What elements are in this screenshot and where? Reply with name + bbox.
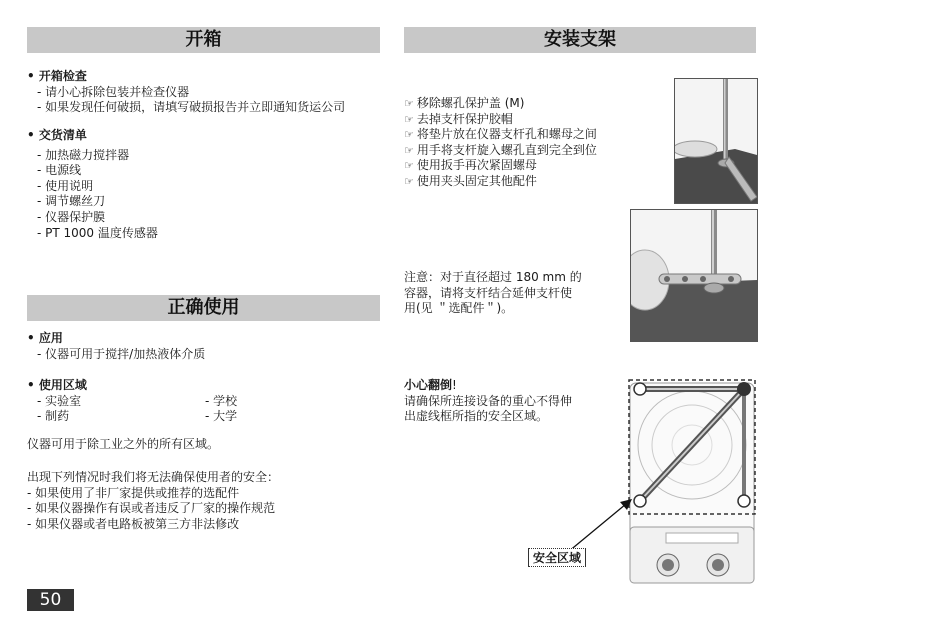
pointing-hand-icon: ☞ (404, 128, 414, 142)
unpacking-title-bar (27, 27, 380, 53)
areas-col2 (205, 394, 237, 425)
delivery-item: - 加热磁力搅拌器 (37, 147, 130, 162)
delivery-section (27, 128, 158, 241)
pointing-hand-icon: ☞ (404, 159, 414, 173)
delivery-item: - 仪器保护膜 (37, 209, 106, 224)
area-item: - 制药 (37, 409, 70, 424)
application-heading: 应用 (38, 331, 63, 345)
stand-step: ☞ 去掉支杆保护胶帽 (404, 111, 513, 126)
stand-step: ☞ 使用扳手再次紧固螺母 (404, 158, 537, 173)
tip-exclaim: ! (452, 378, 457, 392)
delivery-item: - 使用说明 (37, 178, 94, 193)
safety-intro: 出现下列情况时我们将无法确保使用者的安全： (27, 470, 280, 484)
check-item: - 请小心拆除包装并检查仪器 (37, 84, 190, 99)
pointing-hand-icon: ☞ (404, 112, 414, 126)
pointing-hand-icon: ☞ (404, 143, 414, 157)
safety-item: - 如果仪器操作有误或者违反了厂家的操作规范 (27, 501, 276, 516)
tip-line: 请确保所连接设备的重心不得伸 (404, 393, 573, 408)
stand-title-bar (404, 27, 756, 53)
bullet-icon: • (27, 331, 39, 345)
stand-note (404, 270, 582, 317)
stand-step: ☞ 移除螺孔保护盖 (M) (404, 96, 525, 110)
safety-item: - 如果仪器或者电路板被第三方非法修改 (27, 516, 240, 531)
tip-heading: 小心翻倒 (404, 378, 453, 392)
delivery-items (27, 148, 158, 242)
stand-photo-2 (630, 209, 758, 342)
stand-step: ☞ 使用夹头固定其他配件 (404, 173, 537, 188)
bullet-icon: • (27, 69, 39, 83)
application-section (27, 331, 205, 362)
application-item: - 仪器可用于搅拌/加热液体介质 (37, 346, 206, 361)
area-item: - 实验室 (37, 393, 82, 408)
unpacking-title: 开箱 (185, 29, 222, 50)
check-items (27, 85, 345, 116)
stand-step: ☞ 用手将支杆旋入螺孔直到完全到位 (404, 142, 597, 157)
usage-title: 正确使用 (167, 297, 240, 318)
delivery-item: - 调节螺丝刀 (37, 194, 106, 209)
safe-area-diagram (626, 377, 758, 587)
usage-title-bar (27, 295, 380, 321)
tip-section (404, 378, 572, 425)
stand-photo-1 (674, 78, 758, 204)
delivery-item: - PT 1000 温度传感器 (37, 225, 158, 240)
safety-item: - 如果使用了非厂家提供或推荐的选配件 (27, 485, 240, 500)
safe-area-label: 安全区域 (528, 548, 586, 567)
areas-col1 (37, 394, 81, 425)
area-item: - 大学 (205, 409, 238, 424)
stand-title: 安装支架 (544, 29, 616, 50)
area-item: - 学校 (205, 393, 238, 408)
bullet-icon: • (27, 378, 39, 392)
stand-note-line: 容器，请将支杆结合延伸支杆使 (404, 285, 573, 300)
pointing-hand-icon: ☞ (404, 174, 414, 188)
pointing-hand-icon: ☞ (404, 97, 414, 110)
usage-note: 仪器可用于除工业之外的所有区域。 (27, 437, 220, 451)
safety-section (27, 470, 279, 532)
page-number: 50 (27, 589, 74, 611)
delivery-item: - 电源线 (37, 163, 82, 178)
bullet-icon: • (27, 128, 39, 142)
stand-note-line: 用(见 ＂选配件＂)。 (404, 301, 514, 316)
stand-steps (404, 96, 597, 190)
tip-line: 出虚线框所指的安全区域。 (404, 409, 549, 424)
delivery-heading: 交货清单 (38, 128, 87, 142)
check-heading: 开箱检查 (38, 69, 87, 83)
stand-note-line: 注意：对于直径超过 180 mm 的 (404, 270, 582, 284)
area-heading: 使用区域 (38, 378, 87, 392)
check-item: - 如果发现任何破损，请填写破损报告并立即通知货运公司 (37, 100, 346, 115)
area-section (27, 378, 387, 426)
stand-step: ☞ 将垫片放在仪器支杆孔和螺母之间 (404, 127, 597, 142)
unpacking-check-section (27, 69, 345, 116)
